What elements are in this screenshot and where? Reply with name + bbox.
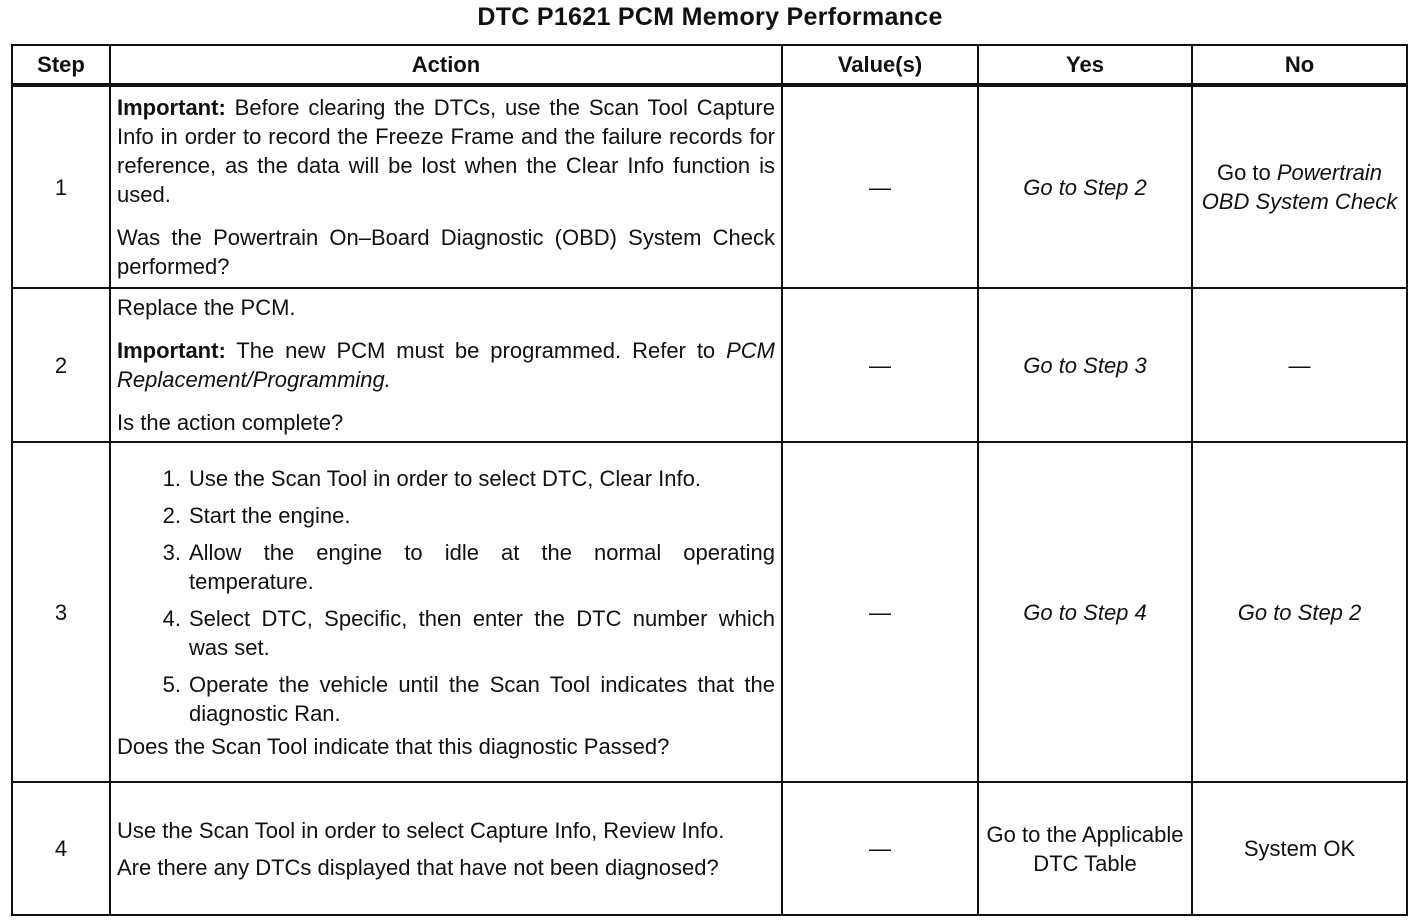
important-text: Before clearing the DTCs, use the Scan Tool Capture Info in order to record the Freeze Frame and the failure records for reference, as the data will be lost when the Clear Info function is used. (117, 95, 775, 207)
header-action: Action (110, 45, 782, 85)
list-item-number: 1. (162, 465, 181, 491)
action-question: Does the Scan Tool indicate that this diagnostic Passed? (117, 733, 670, 759)
value-cell (782, 442, 978, 782)
action-text: Replace the PCM. (117, 295, 296, 320)
list-item-text: Allow the engine to idle at the normal operating temperature. (189, 539, 775, 594)
yes-link[interactable]: Go to the Applicable DTC Table (986, 821, 1184, 876)
no-cell (1192, 782, 1407, 915)
important-reference[interactable]: PCM Replacement/Programming. (117, 338, 775, 392)
yes-link[interactable]: Go to Step 4 (1023, 599, 1147, 625)
list-item-text: Select DTC, Specific, then enter the DTC number which was set. (189, 605, 775, 660)
list-item-text: Start the engine. (189, 502, 351, 528)
step-number: 2 (12, 288, 110, 442)
step-number: 1 (12, 85, 110, 288)
yes-cell (978, 442, 1192, 782)
action-cell (110, 442, 782, 782)
action-question: Is the action complete? (117, 410, 344, 435)
important-note (117, 336, 775, 394)
yes-link[interactable]: Go to Step 2 (1023, 174, 1147, 200)
yes-cell (978, 782, 1192, 915)
table-row-step-4 (12, 782, 1407, 915)
value-cell (782, 288, 978, 442)
header-step: Step (12, 45, 110, 85)
value-cell (782, 782, 978, 915)
list-item-number: 4. (162, 605, 181, 631)
procedure-list (117, 464, 775, 728)
no-cell (1192, 442, 1407, 782)
list-item (117, 604, 775, 662)
value-dash: — (869, 174, 891, 200)
action-text: Use the Scan Tool in order to select Capture Info, Review Info. (117, 817, 725, 843)
no-cell (1192, 288, 1407, 442)
list-item-text: Operate the vehicle until the Scan Tool indicates that the diagnostic Ran. (189, 671, 775, 726)
yes-cell (978, 288, 1192, 442)
no-link[interactable]: Powertrain OBD System Check (1201, 160, 1398, 214)
diagnostic-table (11, 44, 1408, 916)
yes-cell (978, 85, 1192, 288)
important-note (117, 93, 775, 209)
action-cell (110, 85, 782, 288)
list-item (117, 670, 775, 728)
no-result: System OK (1243, 836, 1356, 861)
action-cell (110, 288, 782, 442)
step-number: 4 (12, 782, 110, 915)
no-cell (1192, 85, 1407, 288)
list-item (117, 464, 775, 493)
action-question: Are there any DTCs displayed that have not been diagnosed? (117, 854, 719, 880)
important-label: Important: (117, 338, 226, 363)
important-label: Important: (117, 95, 226, 120)
value-dash: — (869, 599, 891, 625)
list-item-text: Use the Scan Tool in order to select DTC, Clear Info. (189, 465, 701, 491)
table-row-step-2 (12, 288, 1407, 442)
header-yes: Yes (978, 45, 1192, 85)
header-values: Value(s) (782, 45, 978, 85)
no-link[interactable]: Go to Step 2 (1237, 599, 1362, 625)
action-cell (110, 782, 782, 915)
header-no: No (1192, 45, 1407, 85)
value-cell (782, 85, 978, 288)
list-item (117, 538, 775, 596)
no-dash: — (1288, 352, 1311, 378)
action-question: Was the Powertrain On–Board Diagnostic (OBD) System Check performed? (117, 225, 775, 279)
list-item-number: 2. (162, 502, 181, 528)
list-item-number: 3. (162, 539, 181, 565)
no-prefix: Go to (1216, 160, 1277, 185)
step-number: 3 (12, 442, 110, 782)
yes-link[interactable]: Go to Step 3 (1023, 352, 1147, 378)
table-header-row (12, 45, 1407, 85)
page-title: DTC P1621 PCM Memory Performance (477, 3, 943, 31)
value-dash: — (869, 836, 891, 861)
list-item (117, 501, 775, 530)
table-row-step-3 (12, 442, 1407, 782)
important-text: The new PCM must be programmed. Refer to (225, 338, 727, 363)
value-dash: — (869, 352, 891, 378)
table-row-step-1 (12, 85, 1407, 288)
list-item-number: 5. (162, 671, 181, 697)
